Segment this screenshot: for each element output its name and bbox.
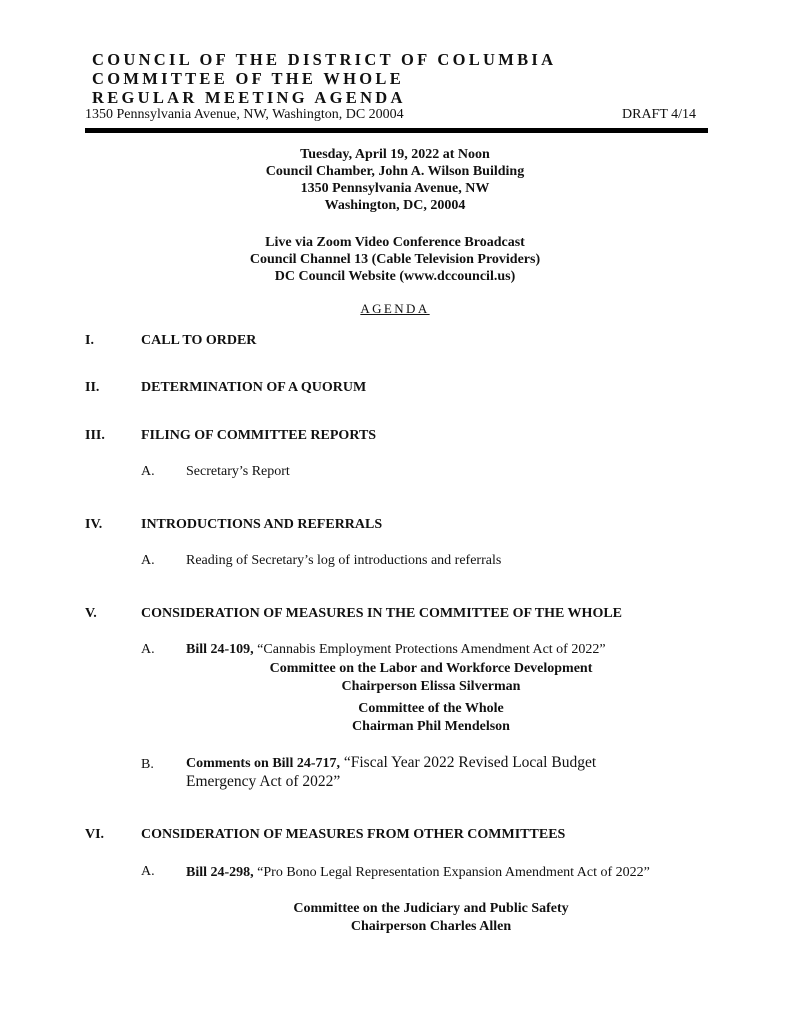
item-letter: A. (141, 642, 155, 657)
section-number: VI. (85, 827, 105, 842)
section-number: III. (85, 428, 105, 443)
section-number: V. (85, 606, 97, 621)
item-letter: B. (141, 757, 154, 772)
item-text (186, 642, 606, 658)
committee-name: Committee on the Judiciary and Public Safety (293, 901, 569, 916)
section-title: DETERMINATION OF A QUORUM (141, 380, 367, 395)
section-title: CALL TO ORDER (141, 333, 257, 348)
item-text (186, 864, 676, 882)
meeting-info (100, 146, 690, 214)
header-committee: COMMITTEE OF THE WHOLE (92, 69, 405, 88)
bill-title: “Pro Bono Legal Representation Expansion Amendment Act of 2022” (253, 865, 650, 880)
committee-name: Committee of the Whole (358, 701, 504, 716)
section-number: I. (85, 333, 94, 348)
bill-number: Comments on Bill 24-717, (186, 756, 340, 771)
meeting-date: Tuesday, April 19, 2022 at Noon (300, 147, 490, 162)
item-text (186, 754, 656, 791)
item-letter: A. (141, 464, 155, 479)
draft-label: DRAFT 4/14 (622, 107, 697, 122)
item-text: Secretary’s Report (186, 464, 290, 479)
header-address: 1350 Pennsylvania Avenue, NW, Washington, DC 20004 (85, 107, 404, 122)
bill-number: Bill 24-109, (186, 642, 254, 657)
committee-name: Committee on the Labor and Workforce Development (269, 661, 593, 676)
bill-number: Bill 24-298, (186, 865, 254, 880)
committee-chair: Chairperson Charles Allen (350, 919, 512, 934)
section-title: CONSIDERATION OF MEASURES FROM OTHER COMMITTEES (141, 827, 566, 842)
item-letter: A. (141, 553, 155, 568)
meeting-place: Council Chamber, John A. Wilson Building (265, 164, 525, 179)
committee-block (186, 900, 676, 936)
header-council: COUNCIL OF THE DISTRICT OF COLUMBIA (92, 50, 557, 69)
meeting-city: Washington, DC, 20004 (324, 198, 466, 213)
agenda-title: AGENDA (360, 301, 430, 316)
section-title: INTRODUCTIONS AND REFERRALS (141, 517, 383, 532)
section-title: CONSIDERATION OF MEASURES IN THE COMMITTEE OF THE WHOLE (141, 606, 623, 621)
meeting-street: 1350 Pennsylvania Avenue, NW (300, 181, 490, 196)
item-text: Reading of Secretary’s log of introductions and referrals (186, 553, 502, 568)
broadcast-zoom: Live via Zoom Video Conference Broadcast (265, 235, 525, 250)
broadcast-channel: Council Channel 13 (Cable Television Providers) (249, 252, 541, 267)
broadcast-info (100, 234, 690, 285)
broadcast-website: DC Council Website (www.dccouncil.us) (274, 269, 516, 284)
bill-title: “Fiscal Year 2022 Revised Local Budget Emergency Act of 2022” (186, 754, 597, 790)
committee-chair: Chairman Phil Mendelson (352, 719, 510, 734)
item-letter: A. (141, 864, 155, 879)
section-number: II. (85, 380, 100, 395)
section-title: FILING OF COMMITTEE REPORTS (141, 428, 377, 443)
committee-chair: Chairperson Elissa Silverman (341, 679, 521, 694)
committee-block (186, 660, 676, 696)
committee-block (186, 700, 676, 736)
header-rule (85, 128, 708, 133)
bill-title: “Cannabis Employment Protections Amendment Act of 2022” (253, 642, 606, 657)
section-number: IV. (85, 517, 103, 532)
header-agenda: REGULAR MEETING AGENDA (92, 88, 406, 107)
